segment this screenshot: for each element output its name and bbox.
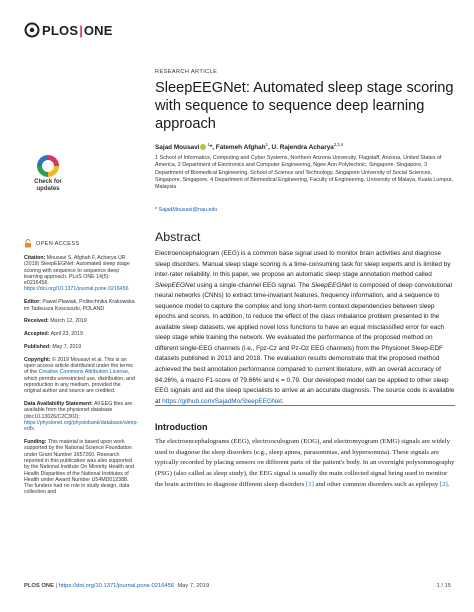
logo-plos-text: PLOS (42, 22, 79, 38)
received-label: Received: (24, 318, 49, 325)
badge-line1: Check for (34, 179, 62, 185)
check-for-updates-badge[interactable] (28, 155, 70, 203)
intro-text-end: . (447, 480, 450, 488)
accepted-block (24, 331, 136, 337)
published-date: May 7, 2019 (52, 343, 82, 350)
editor-label: Editor: (24, 299, 41, 306)
intro-text-part: The electroencephalograms (EEG), electrooculogram (EOG), and electromyogram (EMG) signals are widely used to diagnose the sleep disorders (e.g., sleep apnea, parasomnias, and hypersomnia). These signals are typically recorded by placing sensors on different parts of the patient's body. In an overnight polysomnography (PSG) (also called as sleep study), the EEG signal is usually the main collected signal being used to monitor the brain activities to diagnose different sleep disorders (155, 438, 455, 488)
data-availability-end: . (33, 426, 36, 433)
copyright-label: Copyright: (24, 356, 51, 363)
author-separator: *, (209, 144, 216, 151)
email-marker: * (155, 207, 159, 213)
citation-ref-link[interactable]: [1] (305, 480, 314, 488)
introduction-heading: Introduction (155, 422, 208, 432)
author-affiliation-ref: 1 (207, 142, 210, 147)
open-access-text: OPEN ACCESS (36, 240, 80, 247)
editor-block (24, 299, 136, 312)
logo-separator: | (79, 22, 83, 38)
affiliations: 1 School of Informatics, Computing and Cyber Systems, Northern Arizona University, Flagstaff, Arizona, United States of America, 2 Department of Electronics and Computer Engineering, Ngee Ann Polytechnic, Singapore, Singapore, 3 Department of Biomedical Engineering, School of Science and Technology, Singapore University of Social Sciences, Singapore, Singapore, 4 Department of Biomedical Engineering, Faculty of Engineering, University of Malaya, Kuala Lumpur, Malaysia (155, 155, 453, 191)
article-info-sidebar (24, 255, 139, 502)
abstract-text (155, 249, 455, 407)
author-affiliation-ref: 2,3,4 (333, 142, 344, 147)
accepted-label: Accepted: (24, 331, 50, 338)
section-divider (155, 405, 455, 406)
plos-one-logo[interactable] (24, 21, 113, 39)
citation-block (24, 255, 136, 293)
citation-doi-link[interactable]: https://doi.org/10.1371/journal.pone.0216456 (24, 286, 129, 293)
orcid-icon[interactable] (200, 144, 206, 150)
author-separator: , (267, 144, 272, 151)
page-footer (24, 583, 451, 589)
physionet-link[interactable]: https://physionet.org/physiobank/database/sleep-edfx (24, 419, 139, 433)
copyright-text: © 2019 Mousavi et al. This is an open access article distributed under the terms of the (24, 356, 133, 376)
author-name[interactable]: Sajad Mousavi (155, 144, 200, 151)
crossmark-icon (37, 155, 59, 177)
citation-text: Mousavi S, Afghah F, Acharya UR (2019) SleepEEGNet: Automated sleep stage scoring with sequence to sequence deep learning approach. PLoS ONE 14(5): e0216456. (24, 255, 130, 287)
page-number: 1 / 15 (436, 583, 451, 589)
logo-one-text: ONE (83, 22, 113, 38)
abstract-heading: Abstract (155, 230, 201, 244)
open-access-label (24, 239, 79, 248)
received-block (24, 318, 136, 324)
author-list (155, 142, 343, 151)
plos-logo-icon (24, 22, 40, 38)
data-availability-text: All EEG files are available from the physionet database (doi:10.13026/C2C30J); (24, 401, 133, 420)
footer-date: May 7, 2019 (177, 583, 210, 589)
data-availability-label: Data Availability Statement: (24, 401, 93, 408)
badge-label (28, 179, 68, 193)
cc-license-link[interactable]: Creative Commons Attribution License (38, 369, 128, 376)
copyright-block (24, 357, 136, 395)
citation-ref-link[interactable]: [2] (439, 480, 448, 488)
footer-left (24, 583, 209, 589)
open-lock-icon (24, 239, 32, 248)
funding-label: Funding: (24, 439, 47, 446)
footer-doi-link[interactable]: https://doi.org/10.1371/journal.pone.0216456 (58, 583, 175, 589)
editor-text: Paweł Pławiak, Politechnika Krakowska im Tadeusza Kosciuszki, POLAND (24, 299, 135, 312)
citation-label: Citation: (24, 255, 46, 261)
corresponding-email (155, 207, 217, 213)
abstract-method-name: SleepEEGNet (311, 281, 352, 289)
abstract-method-name: SleepEEGNet (155, 281, 196, 289)
abstract-text-end: . (282, 397, 284, 405)
published-block (24, 344, 136, 350)
abstract-text-part: Electroencephalogram (EEG) is a common base signal used to monitor brain activities and diagnose sleep disorders. Manual sleep stage scoring is a time-consuming task for sleep experts and is limited by inter-rater reliability. In this paper, we propose an automatic sleep stage annotation method called (155, 250, 451, 279)
introduction-text (155, 437, 455, 491)
received-date: March 12, 2019 (50, 318, 87, 325)
accepted-date: April 23, 2019 (50, 331, 83, 338)
footer-journal: PLOS ONE (24, 583, 54, 589)
author-name[interactable]: U. Rajendra Acharya (271, 144, 334, 151)
source-code-link[interactable]: https://github.com/SajadMo/SleepEEGNet (162, 397, 283, 405)
data-availability-block (24, 401, 139, 433)
abstract-text-part: using a single-channel EEG signal. The (195, 281, 312, 289)
author-name[interactable]: Fatemeh Afghah (215, 144, 266, 151)
abstract-text-part: is composed of deep convolutional neural networks (CNNs) to extract time-invariant features, frequency information, and a sequence to sequence model to capture the complex and long short-term context dependencies between sleep epochs and scores. In addition, to reduce the effect of the class imbalance problem presented in the available sleep datasets, we applied novel loss functions to have an equal misclassified error for each sleep stage while training the network. We evaluated the performance of the proposed method on different single-EEG channels (i.e., Fpz-Cz and Pz-Oz EEG channels) from the Physionet Sleep-EDF datasets published in 2013 and 2018. The evaluation results demonstrate that the proposed method achieved the best annotation performance compared to current literature, with an overall accuracy of 84.26%, a macro F1-score of 79.66% and κ = 0.79. Our developed model can be applied to other sleep EEG signals and aid the sleep specialists to arrive at an accurate diagnosis. The source code is available at (155, 281, 455, 405)
article-title: SleepEEGNet: Automated sleep stage scoring with sequence to sequence deep learning approach (155, 80, 454, 132)
author-affiliation-ref: 1 (265, 142, 268, 147)
funding-text: This material is based upon work supported by the National Science Foundation under Grant Number 1657260. Research reported in this publication was also supported by the National Institute On Minority Health and Health Disparities of the National Institutes of Health under Award Number U54MD012388. The funders had no role in study design, data collection and (24, 439, 135, 496)
intro-text-part: and other common disorders such as epilepsy (313, 480, 440, 488)
footer-separator: | (53, 583, 59, 589)
funding-block (24, 439, 136, 496)
email-link[interactable]: SajadMousavi@nau.edu (158, 207, 218, 213)
badge-line2: updates (36, 186, 60, 192)
published-label: Published: (24, 343, 51, 350)
copyright-text-end: , which permits unrestricted use, distribution, and reproduction in any medium, provided the original author and source are credited. (24, 369, 135, 395)
article-type: RESEARCH ARTICLE (155, 69, 218, 75)
